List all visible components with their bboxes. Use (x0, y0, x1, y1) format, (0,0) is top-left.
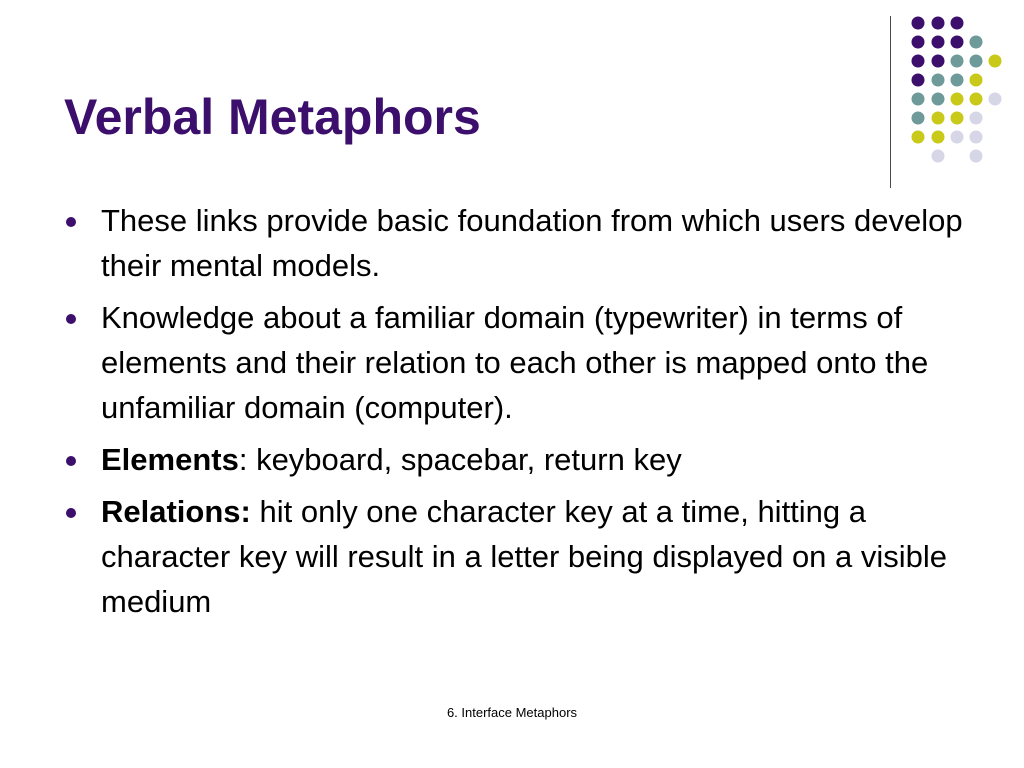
bullet-icon (66, 314, 76, 324)
dot-icon (932, 17, 945, 30)
dot-icon (951, 112, 964, 125)
bullet-icon (66, 217, 76, 227)
dot-icon (970, 150, 983, 163)
dot-icon (951, 93, 964, 106)
bullet-icon (66, 456, 76, 466)
bullet-list (64, 198, 964, 631)
bullet-item (64, 295, 964, 430)
dot-icon (970, 74, 983, 87)
dot-icon (951, 74, 964, 87)
slide-title: Verbal Metaphors (64, 89, 481, 145)
bullet-text: hit only one character key at a time, hitting a character key will result in a letter being displayed on a visible medium (101, 494, 948, 619)
bullet-icon (66, 508, 76, 518)
dot-icon (951, 17, 964, 30)
dot-icon (951, 36, 964, 49)
slide-footer: 6. Interface Metaphors (446, 705, 578, 720)
bullet-bold-text: Relations: (101, 494, 251, 529)
bullet-text: Knowledge about a familiar domain (typewriter) in terms of elements and their relation to each other is mapped onto the unfamiliar domain (computer). (101, 300, 929, 425)
bullet-item (64, 437, 964, 482)
bullet-text: These links provide basic foundation from which users develop their mental models. (101, 203, 963, 283)
dot-icon (951, 55, 964, 68)
dot-icon (912, 93, 925, 106)
dot-icon (912, 17, 925, 30)
dot-icon (932, 112, 945, 125)
dot-icon (970, 36, 983, 49)
dot-icon (912, 55, 925, 68)
vertical-divider (890, 16, 891, 188)
bullet-item (64, 198, 964, 288)
dot-icon (989, 93, 1002, 106)
dot-icon (989, 55, 1002, 68)
dot-icon (912, 112, 925, 125)
dot-icon (912, 36, 925, 49)
dot-icon (932, 55, 945, 68)
bullet-bold-text: Elements (101, 442, 239, 477)
dot-icon (912, 74, 925, 87)
dot-icon (932, 131, 945, 144)
dot-icon (970, 112, 983, 125)
dot-icon (932, 36, 945, 49)
dot-icon (932, 74, 945, 87)
dot-icon (932, 150, 945, 163)
bullet-item (64, 489, 964, 624)
dot-icon (912, 131, 925, 144)
dot-icon (951, 131, 964, 144)
dot-icon (970, 55, 983, 68)
dot-icon (932, 93, 945, 106)
dot-icon (970, 93, 983, 106)
bullet-text: : keyboard, spacebar, return key (238, 442, 682, 477)
dot-icon (970, 131, 983, 144)
